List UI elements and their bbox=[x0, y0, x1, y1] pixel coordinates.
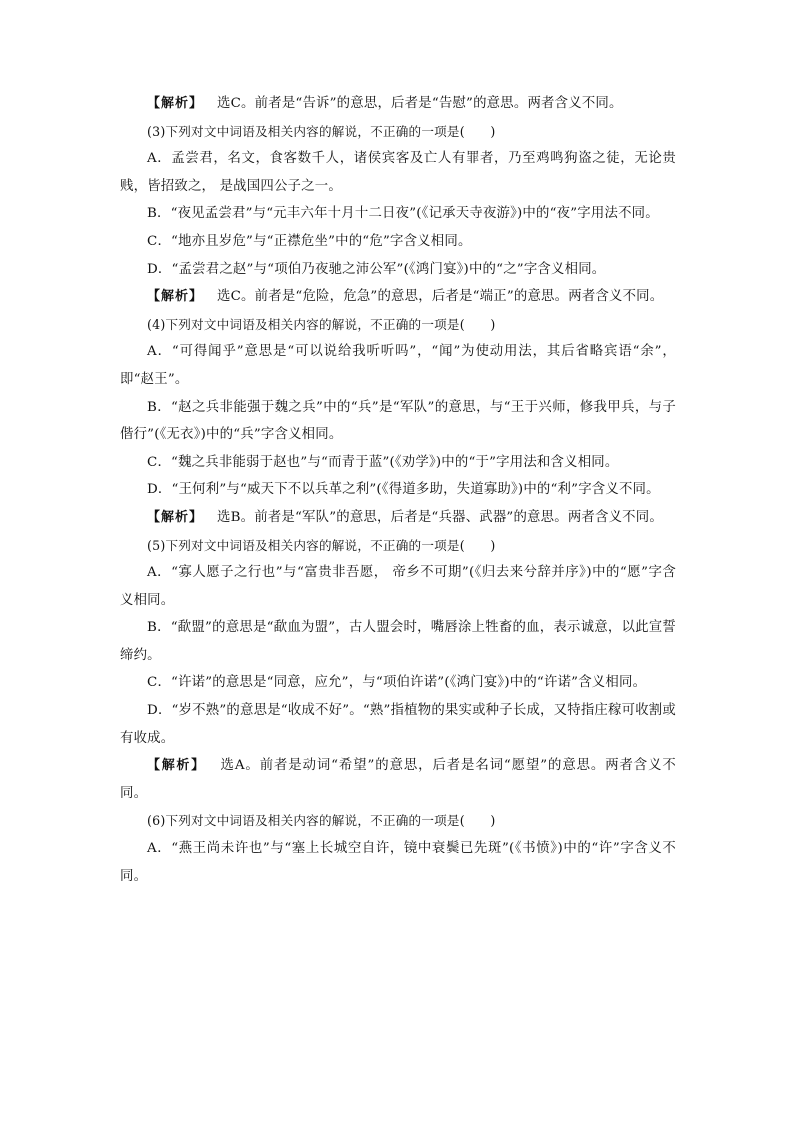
analysis-paragraph bbox=[120, 90, 676, 118]
analysis-tag: 【解析】 bbox=[147, 758, 206, 774]
analysis-text: 选B。前者是“军队”的意思，后者是“兵器、武器”的意思。两者含义不同。 bbox=[217, 509, 663, 525]
option-c: C．“地亦且岁危”与“正襟危坐”中的“危”字含义相同。 bbox=[147, 233, 472, 249]
analysis-text: 选C。前者是“告诉”的意思，后者是“告慰”的意思。两者含义不同。 bbox=[217, 96, 623, 111]
analysis-tag: 【解析】 bbox=[147, 96, 204, 111]
option-a: A．“燕王尚未许也”与“塞上长城空自许，镜中衰鬓已先斑”(《书愤》)中的“许”字含义不同。 bbox=[120, 841, 676, 884]
option-d: D．“王何利”与“威天下不以兵革之利”(《得道多助，失道寡助》)中的“利”字含义不同。 bbox=[147, 482, 660, 498]
option-b: B．“歃盟”的意思是“歃血为盟”，古人盟会时，嘴唇涂上牲畜的血，表示诚意，以此宣誓缔约。 bbox=[120, 620, 676, 663]
option-a: A．孟尝君，名文，食客数千人，诸侯宾客及亡人有罪者，乃至鸡鸣狗盗之徒，无论贵贱，皆招致之， 是战国四公子之一。 bbox=[120, 151, 676, 194]
analysis-tag: 【解析】 bbox=[147, 509, 204, 525]
analysis-text: 选A。前者是动词“希望”的意思，后者是名词“愿望”的意思。两者含义不同。 bbox=[120, 758, 676, 801]
analysis-text: 选C。前者是“危险，危急”的意思，后者是“端正”的意思。两者含义不同。 bbox=[217, 289, 664, 305]
analysis-paragraph bbox=[120, 504, 676, 532]
option-a: A．“寡人愿子之行也”与“富贵非吾愿， 帝乡不可期”(《归去来兮辞并序》)中的“愿”字含义相同。 bbox=[120, 565, 676, 608]
option-b: B．“夜见孟尝君”与“元丰六年十月十二日夜”(《记承天寺夜游》)中的“夜”字用法不同。 bbox=[147, 206, 659, 222]
analysis-paragraph bbox=[120, 283, 676, 311]
option-d: D．“岁不熟”的意思是“收成不好”。“熟”指植物的果实或种子长成，又特指庄稼可收割或有收成。 bbox=[120, 703, 676, 746]
option-c: C．“许诺”的意思是“同意，应允”，与“项伯许诺”(《鸿门宴》)中的“许诺”含义相同。 bbox=[147, 675, 647, 691]
analysis-tag: 【解析】 bbox=[147, 289, 204, 305]
question-stem-6: (6)下列对文中词语及相关内容的解说，不正确的一项是( ) bbox=[147, 813, 496, 829]
option-b: B．“赵之兵非能强于魏之兵”中的“兵”是“军队”的意思，与“王于兴师，修我甲兵，与子偕行”(《无衣》)中的“兵”字含义相同。 bbox=[120, 399, 676, 443]
question-stem-5: (5)下列对文中词语及相关内容的解说，不正确的一项是( ) bbox=[147, 537, 496, 553]
option-a: A．“可得闻乎”意思是“可以说给我听听吗”，“闻”为使动用法，其后省略宾语“余”，即“赵王”。 bbox=[120, 344, 676, 387]
question-stem-4: (4)下列对文中词语及相关内容的解说，不正确的一项是( ) bbox=[147, 316, 496, 332]
analysis-paragraph bbox=[120, 752, 676, 807]
question-stem-3: (3)下列对文中词语及相关内容的解说，不正确的一项是( ) bbox=[147, 123, 496, 139]
option-d: D．“孟尝君之赵”与“项伯乃夜驰之沛公军”(《鸿门宴》)中的“之”字含义相同。 bbox=[147, 261, 606, 277]
option-c: C．“魏之兵非能弱于赵也”与“而青于蓝”(《劝学》)中的“于”字用法和含义相同。 bbox=[147, 454, 619, 470]
document-body bbox=[120, 90, 676, 890]
